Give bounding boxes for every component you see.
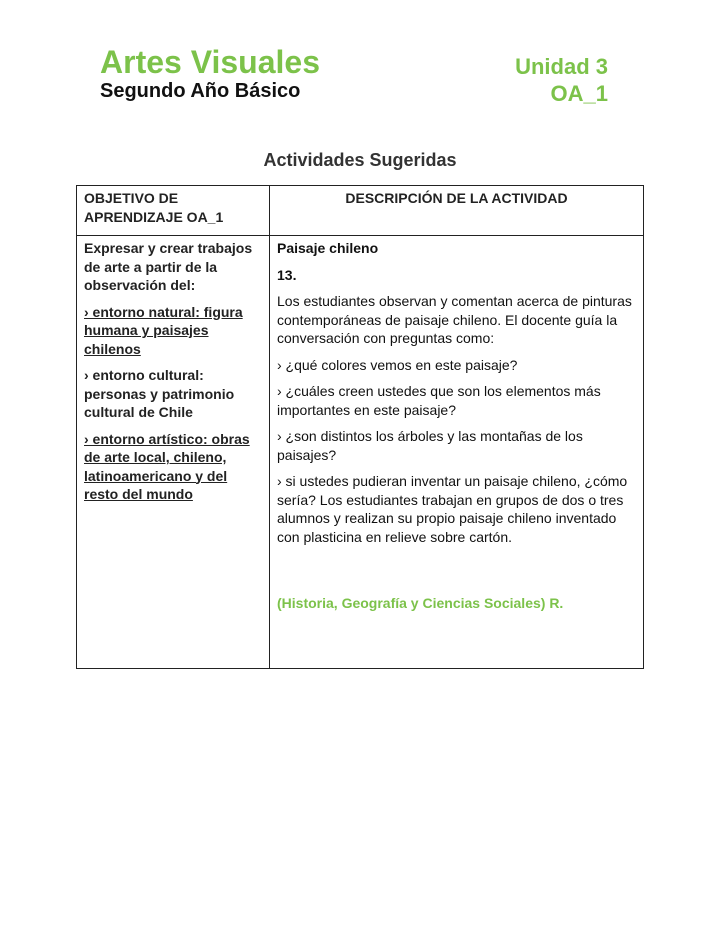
activity-number: 13. bbox=[277, 266, 297, 283]
subject-title: Artes Visuales bbox=[100, 44, 320, 80]
cross-reference: (Historia, Geografía y Ciencias Sociales) R. bbox=[277, 595, 564, 611]
activity-title: Paisaje chileno bbox=[277, 240, 379, 256]
activity-table bbox=[76, 185, 644, 669]
activity-question: › ¿son distintos los árboles y las montañas de los paisajes? bbox=[277, 428, 583, 463]
activity-question: › si ustedes pudieran inventar un paisaje chileno, ¿cómo sería? Los estudiantes trabajan en grupos de dos o tres alumnos y realizan su propio paisaje chileno inventado con plasticina en relieve sobre cartón. bbox=[277, 473, 628, 545]
objective-item-artistic: › entorno artístico: obras de arte local, chileno, latinoamericano y del resto del mundo bbox=[84, 430, 250, 502]
activity-cell bbox=[270, 236, 644, 669]
document-header bbox=[100, 44, 608, 114]
description-header-cell: DESCRIPCIÓN DE LA ACTIVIDAD bbox=[270, 186, 644, 236]
unit-label: Unidad 3 bbox=[515, 54, 608, 79]
table-header-row bbox=[77, 186, 644, 236]
objective-header-cell: OBJETIVO DE APRENDIZAJE OA_1 bbox=[77, 186, 270, 236]
objective-item-cultural: › entorno cultural: personas y patrimonio cultural de Chile bbox=[84, 367, 235, 420]
activity-question: › ¿cuáles creen ustedes que son los elementos más importantes en este paisaje? bbox=[277, 383, 601, 418]
activity-intro: Los estudiantes observan y comentan acerca de pinturas contemporáneas de paisaje chileno. El docente guía la conversación con preguntas como: bbox=[277, 293, 632, 346]
spacer bbox=[277, 554, 636, 594]
activity-question: › ¿qué colores vemos en este paisaje? bbox=[277, 356, 518, 373]
table-row bbox=[77, 236, 644, 669]
oa-label: OA_1 bbox=[550, 81, 608, 106]
section-title: Actividades Sugeridas bbox=[263, 150, 457, 170]
objective-item-natural: › entorno natural: figura humana y paisajes chilenos bbox=[84, 303, 243, 357]
objective-cell bbox=[77, 236, 270, 669]
grade-subtitle: Segundo Año Básico bbox=[100, 80, 301, 102]
objective-intro: Expresar y crear trabajos de arte a partir de la observación del: bbox=[84, 240, 253, 293]
